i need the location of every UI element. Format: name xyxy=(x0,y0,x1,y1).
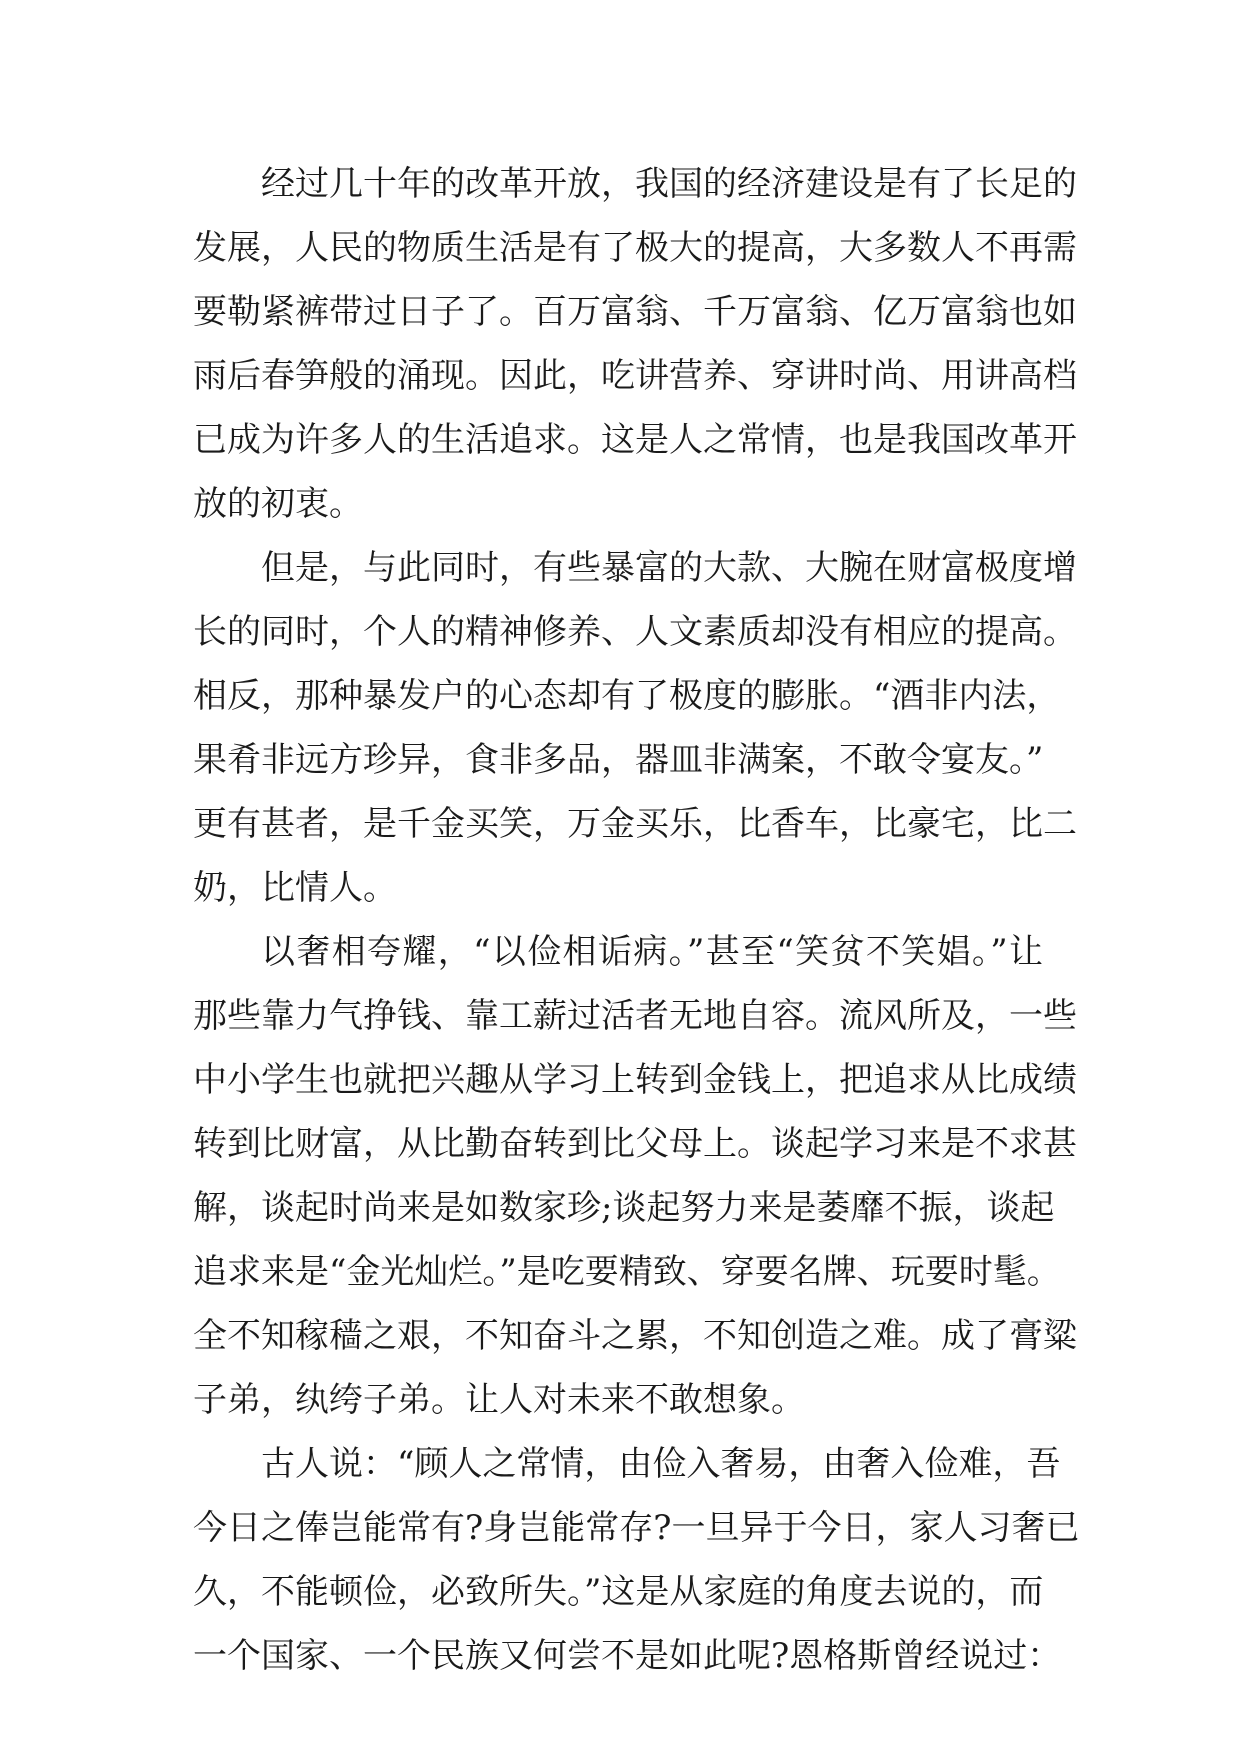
text-line: 一个国家、一个民族又何尝不是如此呢?恩格斯曾经说过： xyxy=(193,1636,1062,1676)
text-line: 那些靠力气挣钱、靠工薪过活者无地自容。流风所及，一些 xyxy=(193,996,1077,1036)
text-line: 更有甚者，是千金买笑，万金买乐，比香车，比豪宅，比二 xyxy=(193,804,1077,844)
text-line: 解，谈起时尚来是如数家珍;谈起努力来是萎靡不振，谈起 xyxy=(193,1188,1055,1228)
text-line: 追求来是“金光灿烂。”是吃要精致、穿要名牌、玩要时髦。 xyxy=(193,1252,1061,1292)
text-line: 已成为许多人的生活追求。这是人之常情，也是我国改革开 xyxy=(193,420,1077,460)
text-line: 雨后春笋般的涌现。因此，吃讲营养、穿讲时尚、用讲高档 xyxy=(193,356,1077,396)
text-line: 子弟，纨绔子弟。让人对未来不敢想象。 xyxy=(193,1380,805,1420)
paragraph-3 xyxy=(193,920,1077,1432)
text-line: 奶，比情人。 xyxy=(193,868,397,908)
text-line: 今日之俸岂能常有?身岂能常存?一旦异于今日，家人习奢已 xyxy=(193,1508,1080,1548)
text-line: 要勒紧裤带过日子了。百万富翁、千万富翁、亿万富翁也如 xyxy=(193,292,1077,332)
text-line: 发展，人民的物质生活是有了极大的提高，大多数人不再需 xyxy=(193,228,1077,268)
paragraph-4 xyxy=(193,1432,1080,1688)
text-line: 经过几十年的改革开放，我国的经济建设是有了长足的 xyxy=(261,164,1077,204)
paragraph-1 xyxy=(193,152,1077,536)
paragraph-2 xyxy=(193,536,1077,920)
text-line: 以奢相夸耀，“以俭相诟病。”甚至“笑贫不笑娼。”让 xyxy=(261,932,1043,972)
text-line: 放的初衷。 xyxy=(193,484,363,524)
text-line: 久，不能顿俭，必致所失。”这是从家庭的角度去说的，而 xyxy=(193,1572,1044,1612)
text-line: 转到比财富，从比勤奋转到比父母上。谈起学习来是不求甚 xyxy=(193,1124,1077,1164)
text-line: 中小学生也就把兴趣从学习上转到金钱上，把追求从比成绩 xyxy=(193,1060,1077,1100)
text-line: 果肴非远方珍异，食非多品，器皿非满案，不敢令宴友。” xyxy=(193,740,1044,780)
text-line: 但是，与此同时，有些暴富的大款、大腕在财富极度增 xyxy=(261,548,1077,588)
text-line: 古人说：“顾人之常情，由俭入奢易，由奢入俭难，吾 xyxy=(261,1444,1061,1484)
text-line: 相反，那种暴发户的心态却有了极度的膨胀。“酒非内法， xyxy=(193,676,1061,716)
text-line: 长的同时，个人的精神修养、人文素质却没有相应的提高。 xyxy=(193,612,1077,652)
body-text xyxy=(193,152,1080,1688)
text-line: 全不知稼穑之艰，不知奋斗之累，不知创造之难。成了膏粱 xyxy=(193,1316,1077,1356)
